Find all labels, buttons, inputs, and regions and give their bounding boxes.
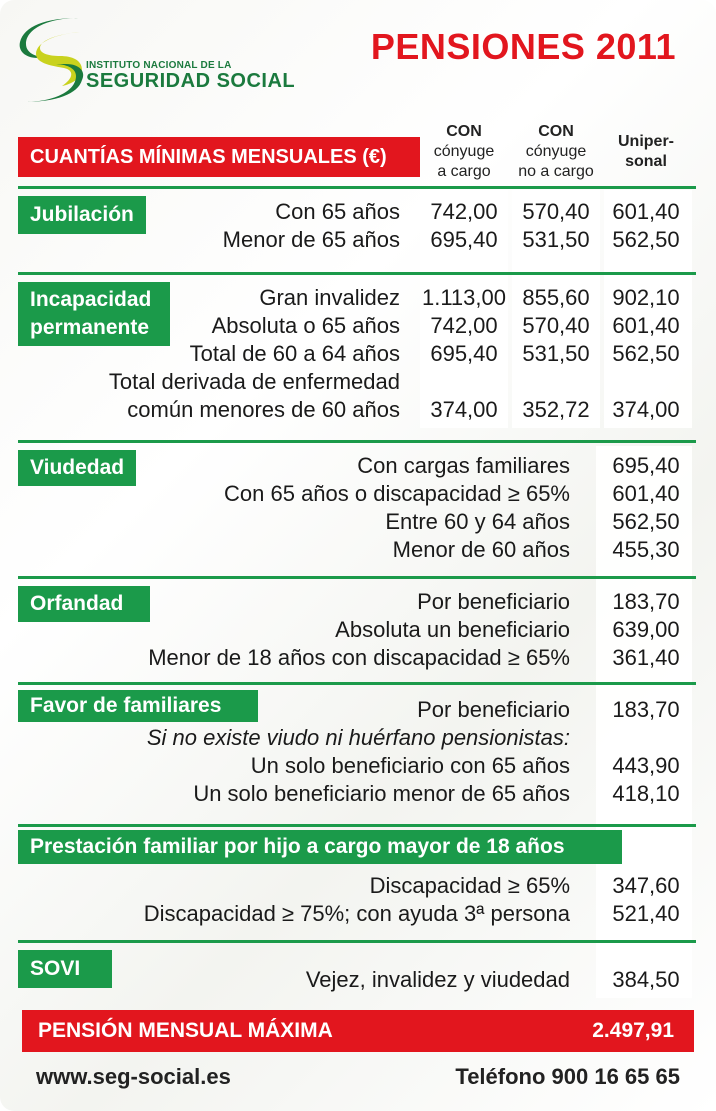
row-description: Con cargas familiares (357, 453, 570, 478)
column-header-unipersonal (598, 132, 694, 172)
column-header-line: CON (446, 123, 482, 140)
max-pension-bar (22, 1010, 694, 1052)
row-description: Absoluta o 65 años (211, 313, 400, 338)
value-no-a-cargo: 531,50 (522, 227, 590, 252)
value-unipersonal: 902,10 (612, 285, 680, 310)
institute-name: SEGURIDAD SOCIAL (86, 70, 296, 92)
table-row (0, 780, 716, 808)
page-title: PENSIONES 2011 (370, 26, 676, 67)
section-label-line: Incapacidad (30, 288, 152, 311)
row-value: 695,40 (612, 453, 680, 478)
value-a-cargo: 1.113,00 (421, 285, 506, 310)
section-label-prestacion-familiar: Prestación familiar por hijo a cargo mayor de 18 años (18, 830, 622, 864)
table-row (0, 452, 716, 480)
table-row (0, 480, 716, 508)
column-header-line: no a cargo (518, 163, 594, 180)
row-description: Menor de 18 años con discapacidad ≥ 65% (148, 645, 570, 670)
row-description: Entre 60 y 64 años (385, 509, 570, 534)
table-row (0, 616, 716, 644)
table-row (0, 536, 716, 564)
row-value: 521,40 (612, 901, 680, 926)
table-row (0, 588, 716, 616)
section-label-viudedad: Viudedad (18, 450, 136, 486)
table-row (0, 226, 716, 254)
row-description: Discapacidad ≥ 65% (369, 873, 570, 898)
row-description: Total de 60 a 64 años (189, 341, 400, 366)
value-unipersonal: 562,50 (612, 341, 680, 366)
row-description: Vejez, invalidez y viudedad (305, 967, 570, 992)
section-label-orfandad: Orfandad (18, 586, 150, 622)
value-a-cargo: 742,00 (430, 313, 498, 338)
value-a-cargo: 695,40 (430, 227, 498, 252)
row-note: Si no existe viudo ni huérfano pensionistas: (146, 725, 570, 750)
column-header-line: a cargo (437, 163, 491, 180)
column-header-line: sonal (625, 153, 667, 170)
column-header-con-conyuge-a-cargo (416, 122, 512, 182)
section-label-sovi: SOVI (18, 950, 112, 988)
section-divider (18, 682, 696, 685)
value-unipersonal: 601,40 (612, 313, 680, 338)
column-header-line: cónyuge (525, 143, 587, 160)
row-description: Discapacidad ≥ 75%; con ayuda 3ª persona (143, 901, 570, 926)
value-unipersonal: 562,50 (612, 227, 680, 252)
table-row (0, 508, 716, 536)
row-description: Absoluta un beneficiario (335, 617, 570, 642)
section-divider (18, 940, 696, 943)
section-divider (18, 186, 696, 189)
row-value: 183,70 (612, 589, 680, 614)
table-row (0, 966, 716, 994)
section-divider (18, 576, 696, 579)
column-header-line: cónyuge (433, 143, 495, 160)
value-a-cargo: 742,00 (430, 199, 498, 224)
row-description: Un solo beneficiario con 65 años (250, 753, 570, 778)
section-divider (18, 440, 696, 443)
table-row (0, 284, 716, 312)
row-value: 639,00 (612, 617, 680, 642)
value-no-a-cargo: 531,50 (522, 341, 590, 366)
row-value: 361,40 (612, 645, 680, 670)
row-description: Un solo beneficiario menor de 65 años (193, 781, 570, 806)
table-row (0, 340, 716, 368)
row-description: común menores de 60 años (127, 397, 400, 422)
table-row (0, 368, 716, 396)
row-description: Por beneficiario (417, 589, 570, 614)
value-unipersonal: 374,00 (612, 397, 680, 422)
table-row (0, 724, 716, 752)
table-row (0, 696, 716, 724)
row-value: 384,50 (612, 967, 680, 992)
max-pension-value: 2.497,91 (592, 1019, 674, 1042)
table-row (0, 900, 716, 928)
column-header-con-conyuge-no-a-cargo (508, 122, 604, 182)
section-divider (18, 272, 696, 275)
row-description: Menor de 60 años (392, 537, 570, 562)
value-no-a-cargo: 352,72 (522, 397, 590, 422)
table-title: CUANTÍAS MÍNIMAS MENSUALES (€) (18, 137, 420, 177)
row-value: 601,40 (612, 481, 680, 506)
row-description: Total derivada de enfermedad (108, 369, 400, 394)
table-row (0, 752, 716, 780)
row-value: 183,70 (612, 697, 680, 722)
section-divider (18, 824, 696, 827)
section-label-jubilacion: Jubilación (18, 196, 146, 234)
table-row (0, 312, 716, 340)
table-row (0, 198, 716, 226)
column-header-line: Uniper- (618, 133, 674, 150)
seguridad-social-logo-icon (16, 14, 86, 106)
table-row (0, 396, 716, 424)
value-no-a-cargo: 855,60 (522, 285, 590, 310)
website-link[interactable]: www.seg-social.es (36, 1064, 231, 1089)
row-value: 347,60 (612, 873, 680, 898)
value-a-cargo: 374,00 (430, 397, 498, 422)
max-pension-label: PENSIÓN MENSUAL MÁXIMA (38, 1019, 333, 1042)
table-row (0, 644, 716, 672)
section-label-favor-de-familiares: Favor de familiares (18, 690, 258, 722)
institute-small-text: INSTITUTO NACIONAL DE LA (86, 60, 232, 71)
column-header-line: CON (538, 123, 574, 140)
row-value: 455,30 (612, 537, 680, 562)
row-value: 443,90 (612, 753, 680, 778)
row-description: Por beneficiario (417, 697, 570, 722)
value-a-cargo: 695,40 (430, 341, 498, 366)
value-no-a-cargo: 570,40 (522, 199, 590, 224)
row-description: Con 65 años o discapacidad ≥ 65% (224, 481, 570, 506)
section-label-line: permanente (30, 316, 150, 339)
value-no-a-cargo: 570,40 (522, 313, 590, 338)
row-value: 562,50 (612, 509, 680, 534)
row-description: Gran invalidez (259, 285, 400, 310)
value-unipersonal: 601,40 (612, 199, 680, 224)
row-description: Menor de 65 años (222, 227, 400, 252)
row-description: Con 65 años (275, 199, 400, 224)
row-value: 418,10 (612, 781, 680, 806)
table-row (0, 872, 716, 900)
phone-number: Teléfono 900 16 65 65 (455, 1064, 680, 1089)
